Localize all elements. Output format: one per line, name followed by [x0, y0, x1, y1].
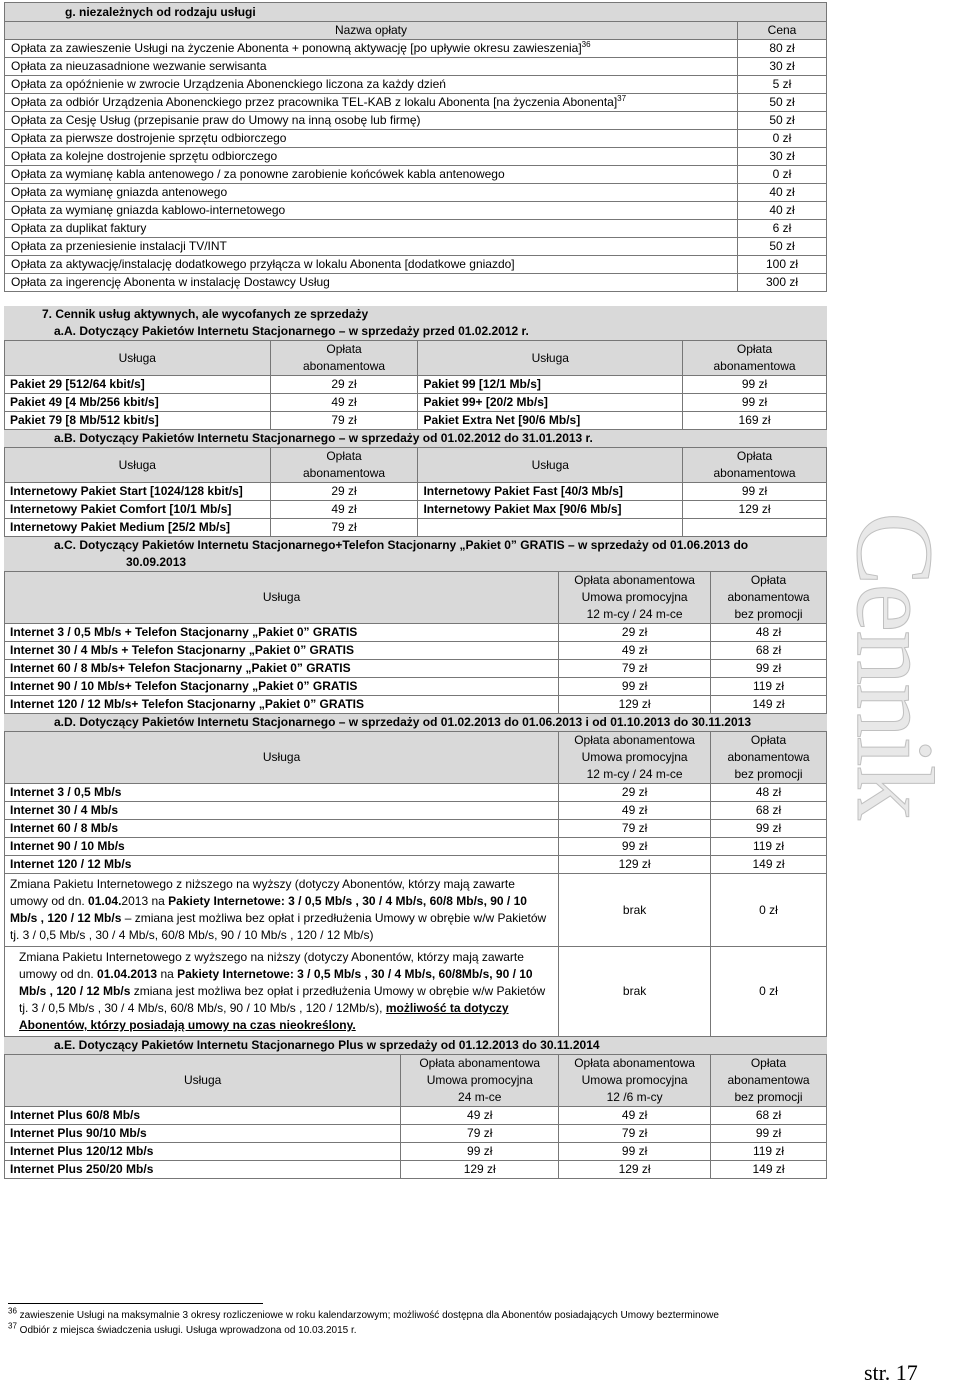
header-service: Usługa	[5, 448, 271, 483]
table-row	[5, 519, 827, 537]
fee-row	[5, 274, 827, 292]
table-row	[5, 1161, 827, 1179]
standard-fee: 48 zł	[711, 784, 827, 802]
standard-fee: 48 zł	[711, 624, 827, 642]
fee-name: Opłata za wymianę kabla antenowego / za ponowne zarobienie końcówek kabla antenowego	[5, 166, 738, 184]
subsection-e-title: a.E. Dotyczący Pakietów Internetu Stacjonarnego Plus w sprzedaży od 01.12.2013 do 30.11.2014	[4, 1037, 827, 1054]
header-service: Usługa	[418, 341, 683, 376]
fee-row	[5, 58, 827, 76]
fee-price: 0 zł	[738, 130, 827, 148]
standard-fee: 99 zł	[711, 660, 827, 678]
service-fee: 99 zł	[683, 376, 827, 394]
service-name: Internet 30 / 4 Mb/s	[5, 802, 559, 820]
service-name: Pakiet 49 [4 Mb/256 kbit/s]	[5, 394, 271, 412]
col-header-price: Cena	[738, 22, 827, 40]
fee-price: 40 zł	[738, 184, 827, 202]
header-standard-fee: Opłata abonamentowa bez promocji	[711, 1055, 827, 1107]
table-row	[5, 820, 827, 838]
service-fee: 29 zł	[270, 376, 418, 394]
table-row	[5, 678, 827, 696]
service-name: Internet Plus 60/8 Mb/s	[5, 1107, 401, 1125]
fee-row	[5, 238, 827, 256]
header-promo12-fee: Opłata abonamentowa Umowa promocyjna 12 /6 m-cy	[559, 1055, 711, 1107]
table-b	[4, 447, 827, 537]
fee-row	[5, 40, 827, 58]
service-name: Pakiet 99 [12/1 Mb/s]	[418, 376, 683, 394]
change-down-standard: 0 zł	[711, 947, 827, 1037]
fee-row	[5, 166, 827, 184]
header-service: Usługa	[5, 1055, 401, 1107]
table-e	[4, 1054, 827, 1179]
table-row	[5, 1143, 827, 1161]
fee-price: 40 zł	[738, 202, 827, 220]
fee-name: Opłata za aktywację/instalację dodatkowego przyłącza w lokalu Abonenta [dodatkowe gniazdo]	[5, 256, 738, 274]
change-up-row	[5, 874, 827, 947]
promo-fee: 129 zł	[559, 856, 711, 874]
footnote: $^{36}$ zawieszenie Usługi na maksymalnie 3 okresy rozliczeniowe w roku kalendarzowym; możliwość dostępna dla Abonentów posiadających Umowy bezterminowe	[8, 1306, 719, 1321]
fees-table	[4, 21, 827, 292]
fee-price: 0 zł	[738, 166, 827, 184]
col-header-name: Nazwa opłaty	[5, 22, 738, 40]
subsection-d-title: a.D. Dotyczący Pakietów Internetu Stacjonarnego – w sprzedaży od 01.02.2013 do 01.06.2013 i od 01.10.2013 do 30.11.2013	[4, 714, 827, 731]
table-row	[5, 376, 827, 394]
fee-name: Opłata za ingerencję Abonenta w instalację Dostawcy Usług	[5, 274, 738, 292]
table-row	[5, 501, 827, 519]
fee-name: Opłata za pierwsze dostrojenie sprzętu odbiorczego	[5, 130, 738, 148]
service-fee: 169 zł	[683, 412, 827, 430]
service-name: Internet 120 / 12 Mb/s+ Telefon Stacjonarny „Pakiet 0” GRATIS	[5, 696, 559, 714]
service-name: Internetowy Pakiet Comfort [10/1 Mb/s]	[5, 501, 271, 519]
table-row	[5, 1125, 827, 1143]
promo12-fee: 49 zł	[559, 1107, 711, 1125]
table-row	[5, 802, 827, 820]
standard-fee: 99 zł	[711, 820, 827, 838]
table-d	[4, 731, 827, 1037]
service-name: Internetowy Pakiet Fast [40/3 Mb/s]	[418, 483, 683, 501]
fee-name: Opłata za wymianę gniazda antenowego	[5, 184, 738, 202]
promo24-fee: 79 zł	[401, 1125, 559, 1143]
fee-price: 30 zł	[738, 58, 827, 76]
header-promo-fee: Opłata abonamentowa Umowa promocyjna 12 m-cy / 24 m-ce	[559, 572, 711, 624]
promo-fee: 49 zł	[559, 642, 711, 660]
table-c	[4, 571, 827, 714]
header-service: Usługa	[5, 572, 559, 624]
fee-price: 50 zł	[738, 238, 827, 256]
fee-name: Opłata za wymianę gniazda kablowo-internetowego	[5, 202, 738, 220]
standard-fee: 149 zł	[711, 696, 827, 714]
promo24-fee: 99 zł	[401, 1143, 559, 1161]
standard-fee: 149 zł	[711, 856, 827, 874]
header-promo24-fee: Opłata abonamentowa Umowa promocyjna 24 m-ce	[401, 1055, 559, 1107]
fees-section	[4, 2, 827, 292]
service-fee: 49 zł	[270, 394, 418, 412]
table-row	[5, 394, 827, 412]
subsection-a-title: a.A. Dotyczący Pakietów Internetu Stacjonarnego – w sprzedaży przed 01.02.2012 r.	[4, 323, 827, 340]
header-fee: Opłata abonamentowa	[683, 341, 827, 376]
change-up-promo: brak	[559, 874, 711, 947]
standard-fee: 149 zł	[711, 1161, 827, 1179]
promo12-fee: 129 zł	[559, 1161, 711, 1179]
service-fee: 49 zł	[270, 501, 418, 519]
footnote: $^{37}$ Odbiór z miejsca świadczenia usługi. Usługa wprowadzona od 10.03.2015 r.	[8, 1321, 357, 1336]
service-name: Internet 3 / 0,5 Mb/s	[5, 784, 559, 802]
header-fee: Opłata abonamentowa	[270, 448, 418, 483]
table-row	[5, 642, 827, 660]
fee-row	[5, 184, 827, 202]
service-name: Internet 90 / 10 Mb/s+ Telefon Stacjonarny „Pakiet 0” GRATIS	[5, 678, 559, 696]
standard-fee: 68 zł	[711, 1107, 827, 1125]
service-name: Pakiet 99+ [20/2 Mb/s]	[418, 394, 683, 412]
section-7	[4, 306, 827, 1179]
service-fee: 99 zł	[683, 394, 827, 412]
service-name: Internetowy Pakiet Medium [25/2 Mb/s]	[5, 519, 271, 537]
table-row	[5, 624, 827, 642]
fee-row	[5, 202, 827, 220]
fee-price: 5 zł	[738, 76, 827, 94]
fee-row	[5, 256, 827, 274]
fee-price: 6 zł	[738, 220, 827, 238]
fee-price: 50 zł	[738, 94, 827, 112]
fee-name: Opłata za kolejne dostrojenie sprzętu odbiorczego	[5, 148, 738, 166]
promo-fee: 99 zł	[559, 838, 711, 856]
standard-fee: 119 zł	[711, 678, 827, 696]
service-name: Pakiet 29 [512/64 kbit/s]	[5, 376, 271, 394]
service-name: Internet 120 / 12 Mb/s	[5, 856, 559, 874]
subsection-b-title: a.B. Dotyczący Pakietów Internetu Stacjonarnego – w sprzedaży od 01.02.2012 do 31.01.2013 r.	[4, 430, 827, 447]
fee-name: Opłata za opóźnienie w zwrocie Urządzenia Abonenckiego liczona za każdy dzień	[5, 76, 738, 94]
header-standard-fee: Opłata abonamentowa bez promocji	[711, 572, 827, 624]
standard-fee: 119 zł	[711, 838, 827, 856]
fee-row	[5, 94, 827, 112]
service-name: Internet 90 / 10 Mb/s	[5, 838, 559, 856]
standard-fee: 68 zł	[711, 642, 827, 660]
promo-fee: 29 zł	[559, 784, 711, 802]
service-name: Internet 30 / 4 Mb/s + Telefon Stacjonarny „Pakiet 0” GRATIS	[5, 642, 559, 660]
cennik-watermark: Cennik	[834, 512, 956, 818]
service-name: Internet Plus 250/20 Mb/s	[5, 1161, 401, 1179]
footnote-separator	[8, 1303, 263, 1304]
header-service: Usługa	[5, 732, 559, 784]
fee-name: Opłata za nieuzasadnione wezwanie serwisanta	[5, 58, 738, 76]
header-fee: Opłata abonamentowa	[270, 341, 418, 376]
fee-price: 30 zł	[738, 148, 827, 166]
header-service: Usługa	[5, 341, 271, 376]
service-name: Internet 3 / 0,5 Mb/s + Telefon Stacjonarny „Pakiet 0” GRATIS	[5, 624, 559, 642]
table-row	[5, 784, 827, 802]
service-fee: 79 zł	[270, 519, 418, 537]
fee-price: 300 zł	[738, 274, 827, 292]
service-name: Internetowy Pakiet Start [1024/128 kbit/s]	[5, 483, 271, 501]
fee-name: Opłata za zawieszenie Usługi na życzenie Abonenta + ponowną aktywację [po upływie okresu zawieszenia]$^{36}$	[5, 40, 738, 58]
header-standard-fee: Opłata abonamentowa bez promocji	[711, 732, 827, 784]
table-row	[5, 483, 827, 501]
table-row	[5, 412, 827, 430]
service-name: Internet 60 / 8 Mb/s+ Telefon Stacjonarny „Pakiet 0” GRATIS	[5, 660, 559, 678]
service-fee: 99 zł	[683, 483, 827, 501]
service-name: Internet Plus 120/12 Mb/s	[5, 1143, 401, 1161]
section-g-heading: g. niezależnych od rodzaju usługi	[4, 2, 827, 21]
table-row	[5, 660, 827, 678]
promo-fee: 99 zł	[559, 678, 711, 696]
promo-fee: 129 zł	[559, 696, 711, 714]
header-service: Usługa	[418, 448, 683, 483]
service-name	[418, 519, 683, 537]
service-name: Pakiet 79 [8 Mb/512 kbit/s]	[5, 412, 271, 430]
promo-fee: 49 zł	[559, 802, 711, 820]
subsection-c-title: a.C. Dotyczący Pakietów Internetu Stacjonarnego+Telefon Stacjonarny „Pakiet 0” GRATIS – w sprzedaży od 01.06.2013 do 30.09.2013	[4, 537, 827, 571]
fee-price: 50 zł	[738, 112, 827, 130]
service-fee: 129 zł	[683, 501, 827, 519]
table-a	[4, 340, 827, 430]
promo24-fee: 129 zł	[401, 1161, 559, 1179]
table-row	[5, 696, 827, 714]
promo-fee: 29 zł	[559, 624, 711, 642]
table-row	[5, 838, 827, 856]
promo12-fee: 79 zł	[559, 1125, 711, 1143]
section-7-title: 7. Cennik usług aktywnych, ale wycofanych ze sprzedaży	[4, 306, 827, 323]
header-promo-fee: Opłata abonamentowa Umowa promocyjna 12 m-cy / 24 m-ce	[559, 732, 711, 784]
service-name: Pakiet Extra Net [90/6 Mb/s]	[418, 412, 683, 430]
page-number: str. 17	[864, 1360, 918, 1385]
table-row	[5, 1107, 827, 1125]
promo-fee: 79 zł	[559, 820, 711, 838]
fee-name: Opłata za duplikat faktury	[5, 220, 738, 238]
footnotes	[4, 1303, 944, 1338]
service-fee: 29 zł	[270, 483, 418, 501]
standard-fee: 68 zł	[711, 802, 827, 820]
fee-name: Opłata za Cesję Usług (przepisanie praw do Umowy na inną osobę lub firmę)	[5, 112, 738, 130]
fee-price: 100 zł	[738, 256, 827, 274]
change-down-promo: brak	[559, 947, 711, 1037]
standard-fee: 99 zł	[711, 1125, 827, 1143]
table-row	[5, 856, 827, 874]
fee-name: Opłata za przeniesienie instalacji TV/INT	[5, 238, 738, 256]
service-name: Internetowy Pakiet Max [90/6 Mb/s]	[418, 501, 683, 519]
fee-row	[5, 112, 827, 130]
promo24-fee: 49 zł	[401, 1107, 559, 1125]
service-name: Internet 60 / 8 Mb/s	[5, 820, 559, 838]
standard-fee: 119 zł	[711, 1143, 827, 1161]
fee-row	[5, 220, 827, 238]
change-down-text: Zmiana Pakietu Internetowego z wyższego na niższy (dotyczy Abonentów, którzy mają zawarte umowy od dn. 01.04.2013 na Pakiety Internetowe: 3 / 0,5 Mb/s , 30 / 4 Mb/s, 60/8Mb/s, 90 / 10 Mb/s , 120 / 12 Mb/s zmiana jest możliwa bez opłat i przedłużenia Umowy w obrębie w/w Pakietów tj. 3 / 0,5 Mb/s , 30 / 4 Mb/s, 60/8 Mb/s, 90 / 10 Mb/s , 120 / 12Mb/s), możliwość ta dotyczy Abonentów, którzy posiadają umowy na czas nieokreślony.	[5, 947, 559, 1037]
service-name: Internet Plus 90/10 Mb/s	[5, 1125, 401, 1143]
promo-fee: 79 zł	[559, 660, 711, 678]
fee-price: 80 zł	[738, 40, 827, 58]
change-up-text: Zmiana Pakietu Internetowego z niższego na wyższy (dotyczy Abonentów, którzy mają zawarte umowy od dn. 01.04.2013 na Pakiety Internetowe: 3 / 0,5 Mb/s , 30 / 4 Mb/s, 60/8 Mb/s, 90 / 10 Mb/s , 120 / 12 Mb/s – zmiana jest możliwa bez opłat i przedłużenia Umowy w obrębie w/w Pakietów tj. 3 / 0,5 Mb/s , 30 / 4 Mb/s, 60/8 Mb/s, 90 / 10 Mb/s , 120 / 12 Mb/s)	[5, 874, 559, 947]
header-fee: Opłata abonamentowa	[683, 448, 827, 483]
fee-row	[5, 76, 827, 94]
service-fee: 79 zł	[270, 412, 418, 430]
fee-row	[5, 130, 827, 148]
change-up-standard: 0 zł	[711, 874, 827, 947]
fee-name: Opłata za odbiór Urządzenia Abonenckiego przez pracownika TEL-KAB z lokalu Abonenta [na życzenia Abonenta]$^{37}$	[5, 94, 738, 112]
fee-row	[5, 148, 827, 166]
change-down-row	[5, 947, 827, 1037]
service-fee	[683, 519, 827, 537]
promo12-fee: 99 zł	[559, 1143, 711, 1161]
